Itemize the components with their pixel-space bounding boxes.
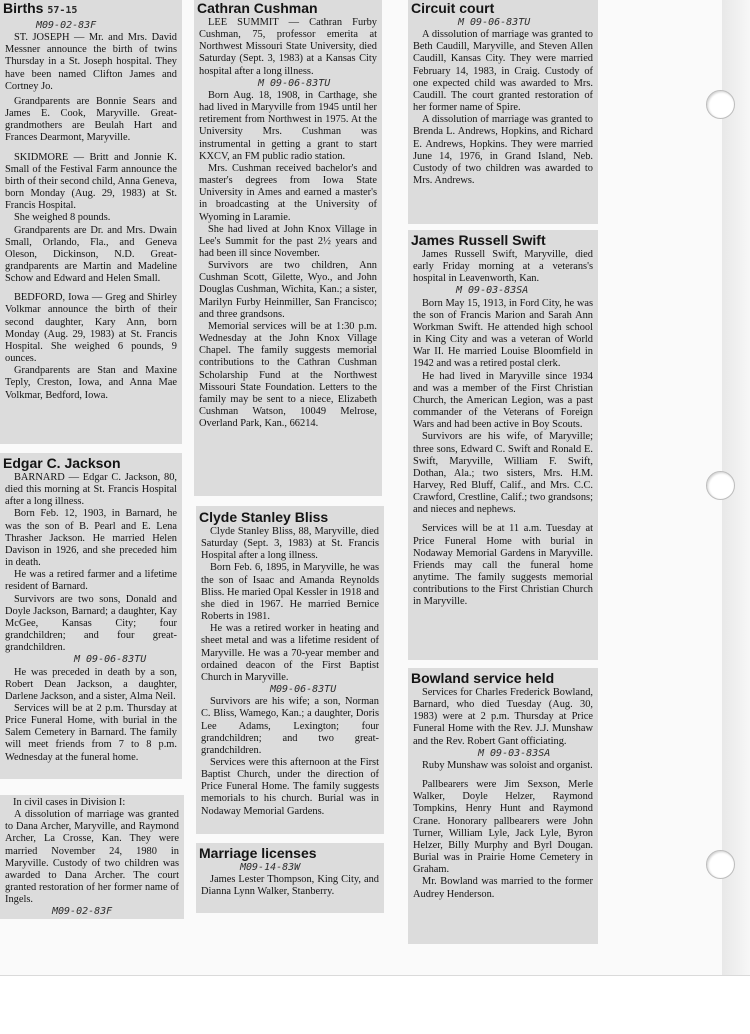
births-skidmore-weight: She weighed 8 pounds.	[14, 212, 111, 224]
bliss-handwritten-date: M09-06-83TU	[270, 684, 337, 696]
circuit-court-clipping	[408, 0, 598, 224]
bliss-intro: Clyde Stanley Bliss, 88, Maryville, died Saturday (Sept. 3, 1983) at St. Francis Hospital after a long illness.	[201, 526, 379, 562]
civil-cases-clipping	[0, 795, 184, 919]
births-handwritten-date: M09-02-83F	[36, 20, 97, 31]
swift-obituary-clipping	[408, 230, 598, 660]
scanner-margin	[0, 975, 750, 1034]
court-handwritten-date: M 09-06-83TU	[458, 17, 531, 28]
births-heading: Births 57-15	[3, 0, 78, 16]
cushman-memorial: Memorial services will be at 1:30 p.m. Wednesday at the John Knox Village Chapel. The family suggests memorial contributions to the Cathran Cushman Scholarship Fund at the Northwest Missouri State Foundation. Letters to the family may be sent to a niece, Elizabeth Cushman Watson, 10049 Melrose, Overland Park, Kan., 66214.	[199, 320, 377, 430]
jackson-intro: BARNARD — Edgar C. Jackson, 80, died this morning at St. Francis Hospital after a long illness.	[5, 472, 177, 508]
bliss-services: Services were this afternoon at the First Baptist Church, under the direction of Price Funeral Home. The family suggests memorials to his church. Burial was in Nodaway Memorial Gardens.	[201, 756, 379, 817]
jackson-heading: Edgar C. Jackson	[3, 455, 121, 471]
bowland-services: Services for Charles Frederick Bowland, Barnard, who died Tuesday (Aug. 30, 1983) were at 2 p.m. Thursday at Price Funeral Home with the Rev. J.J. Munshaw and the Rev. Robert Gant officiating.	[413, 687, 593, 747]
punch-hole-bottom	[706, 850, 735, 879]
bliss-heading: Clyde Stanley Bliss	[199, 509, 329, 525]
swift-heading: James Russell Swift	[411, 232, 546, 248]
bowland-pallbearers: Pallbearers were Jim Sexson, Merle Walker, Doyle Helzer, Raymond Tompkins, Henry Hunt and Raymond Crane. Honorary pallbearers were John Turner, William Lyle, Jack Lyle, Byron Helzer, Billy Murphy and Byrl Dougan. Burial was in Prairie Home Cemetery in Graham.	[413, 779, 593, 876]
court-caudill-dissolution: A dissolution of marriage was granted to Beth Caudill, Maryville, and Steven Allen Caudill, Kansas City. They were married February 14, 1983, in Craig. Custody of one expected child was awarded to Mrs. Caudill. The court granted restoration of her former name of Spire.	[413, 29, 593, 114]
swift-handwritten-date: M 09-03-83SA	[456, 285, 529, 297]
cushman-heading: Cathran Cushman	[197, 0, 318, 16]
jackson-preceded: He was preceded in death by a son, Robert Dean Jackson, a daughter, Darlene Jackson, and a sister, Alma Neil.	[5, 666, 177, 702]
bliss-career: He was a retired worker in heating and sheet metal and was a lifetime resident of Maryville. He was a 70-year member and ordained deacon of the First Baptist Church in Maryville.	[201, 623, 379, 683]
punch-hole-top	[706, 90, 735, 119]
cushman-residence: She had lived at John Knox Village in Lee's Summit for the past 2½ years and had been ill since November.	[199, 223, 377, 259]
jackson-occupation: He was a retired farmer and a lifetime resident of Barnard.	[5, 569, 177, 593]
births-skidmore-grandparents: Grandparents are Dr. and Mrs. Dwain Small, Orlando, Fla., and Geneva Oleson, Dickinson, N.D. Great-grandparents are Martin and Madeline Schow and Edward and Helen Small.	[5, 224, 177, 285]
cushman-career: Born Aug. 18, 1908, in Carthage, she had lived in Maryville from 1945 until her retirement from Northwest in 1975. At the University Mrs. Cushman was instrumental in getting a grant to start KXCV, an FM public radio station.	[199, 89, 377, 162]
cushman-survivors: Survivors are two children, Ann Cushman Scott, Gilette, Wyo., and John Douglas Cushman, Wichita, Kan.; a sister, Marilyn Furby Heinmiller, San Francisco; and three grandsons.	[199, 260, 377, 320]
cushman-education: Mrs. Cushman received bachelor's and master's degrees from Iowa State University in Ames and earned a master's in broadcasting at the University of Wyoming in Laramie.	[199, 162, 377, 223]
bliss-survivors: Survivors are his wife; a son, Norman C. Bliss, Wamego, Kan.; a daughter, Doris Lee Adams, Lexington; four grandchildren; and two great-grandchildren.	[201, 696, 379, 756]
bowland-heading: Bowland service held	[411, 670, 555, 686]
marriage-licenses-heading: Marriage licenses	[199, 845, 317, 861]
births-bedford-grandparents: Grandparents are Stan and Maxine Teply, Creston, Iowa, and Anna Mae Volkmar, Bedford, Iowa.	[5, 365, 177, 401]
jackson-survivors: Survivors are two sons, Donald and Doyle Jackson, Barnard; a daughter, Kay McGee, Kansas City; four grandchildren; and four great-grandchildren.	[5, 593, 177, 654]
punch-hole-middle	[706, 471, 735, 500]
jackson-services: Services will be at 2 p.m. Thursday at Price Funeral Home, with burial in the Salem Cemetery in Barnard. The family will meet friends from 7 to 8 p.m. Wednesday at the funeral home.	[5, 702, 177, 763]
swift-membership: He had lived in Maryville since 1934 and was a member of the First Christian Church, the American Legion, was a past commander of the Veterans of Foreign Wars and had been active in Boy Scouts.	[413, 370, 593, 431]
births-st-joseph-grandparents: Grandparents are Bonnie Sears and James E. Cook, Maryville. Great-grandmothers are Beulah Hart and Frances Dearmont, Maryville.	[5, 95, 177, 144]
jackson-handwritten-date: M 09-06-83TU	[74, 654, 147, 666]
civil-heading: In civil cases in Division I:	[13, 797, 126, 808]
civil-handwritten-date: M09-02-83F	[52, 906, 113, 918]
licenses-thompson-walker: James Lester Thompson, King City, and Dianna Lynn Walker, Stanberry.	[201, 874, 379, 898]
swift-intro: James Russell Swift, Maryville, died early Friday morning at a veterans's hospital in Leavenworth, Kan.	[413, 249, 593, 285]
births-st-joseph: ST. JOSEPH — Mr. and Mrs. David Messner announce the birth of twins Thursday in a St. Joseph hospital. They have been named Clifton James and Cortney Jo.	[5, 32, 177, 92]
jackson-birth: Born Feb. 12, 1903, in Barnard, he was the son of B. Pearl and E. Lena Thrasher Jackson. He married Helen Davison in 1926, and she preceded him in death.	[5, 508, 177, 569]
births-head-marks: 57-15	[47, 5, 78, 16]
swift-survivors: Survivors are his wife, of Maryville; three sons, Edward C. Swift and Ronald E. Swift, Maryville, William F. Swift, Dothan, Ala.; two sisters, Mrs. H.M. Harvey, Red Bluff, Calif., and Mrs. C.C. Crawford, Crestline, Calif.; two grandsons; and nieces and nephews.	[413, 431, 593, 516]
bowland-soloist: Ruby Munshaw was soloist and organist.	[422, 759, 593, 771]
civil-archer-dissolution: A dissolution of marriage was granted to Dana Archer, Maryville, and Raymond Archer, La Crosse, Kan. They were married November 24, 1980 in Maryville. Custody of two children was awarded to Dana Archer. The court granted restoration of her former name of Ingels.	[5, 809, 179, 906]
swift-birth: Born May 15, 1913, in Ford City, he was the son of Francis Marion and Sarah Ann Workman Swift. He attended high school in King City and was a veteran of World War II. He married Louise Bloomfield in 1942 and was a retired postal clerk.	[413, 297, 593, 370]
bowland-service-clipping	[408, 668, 598, 944]
bliss-birth: Born Feb. 6, 1895, in Maryville, he was the son of Isaac and Amanda Reynolds Bliss. He maried Opal Kessler in 1918 and she died in 1967. He married Bernice Roberts in 1981.	[201, 562, 379, 623]
bowland-handwritten-date: M 09-03-83SA	[478, 747, 551, 759]
births-clipping	[0, 0, 182, 444]
swift-services: Services will be at 11 a.m. Tuesday at Price Funeral Home with burial in Nodaway Memorial Gardens in Maryville. Friends may call the funeral home anytime. The family suggests memorial contributions to the First Christian Church in Maryville.	[413, 523, 593, 608]
jackson-obituary-clipping	[0, 453, 182, 779]
births-bedford: BEDFORD, Iowa — Greg and Shirley Volkmar announce the birth of their second daughter, Kary Ann, born Monday (Aug. 29, 1983) at St. Francis Hospital. She weighed 6 pounds, 9 ounces.	[5, 292, 177, 365]
circuit-court-heading: Circuit court	[411, 0, 495, 16]
births-skidmore: SKIDMORE — Britt and Jonnie K. Small of the Festival Farm announce the birth of their second child, Anna Geneva, born Monday (Aug. 29, 1983) at St. Francis Hospital.	[5, 151, 177, 212]
cushman-handwritten-date: M 09-06-83TU	[258, 77, 331, 89]
court-andrews-dissolution: A dissolution of marriage was granted to Brenda L. Andrews, Hopkins, and Richard E. Andrews, Hopkins. They were married June 14, 1976, in Grand Island, Neb. Custody of two children was awarded to Mrs. Andrews.	[413, 114, 593, 187]
bowland-spouse: Mr. Bowland was married to the former Audrey Henderson.	[413, 876, 593, 900]
cushman-obituary-clipping	[194, 0, 382, 496]
bliss-obituary-clipping	[196, 506, 384, 834]
licenses-handwritten-date: M09-14-83W	[240, 862, 301, 873]
cushman-intro: LEE SUMMIT — Cathran Furby Cushman, 75, professor emerita at Northwest Missouri State University, died Saturday (Sept. 3, 1983) at a Kansas City hospital after a long illness.	[199, 17, 377, 77]
marriage-licenses-clipping	[196, 843, 384, 913]
